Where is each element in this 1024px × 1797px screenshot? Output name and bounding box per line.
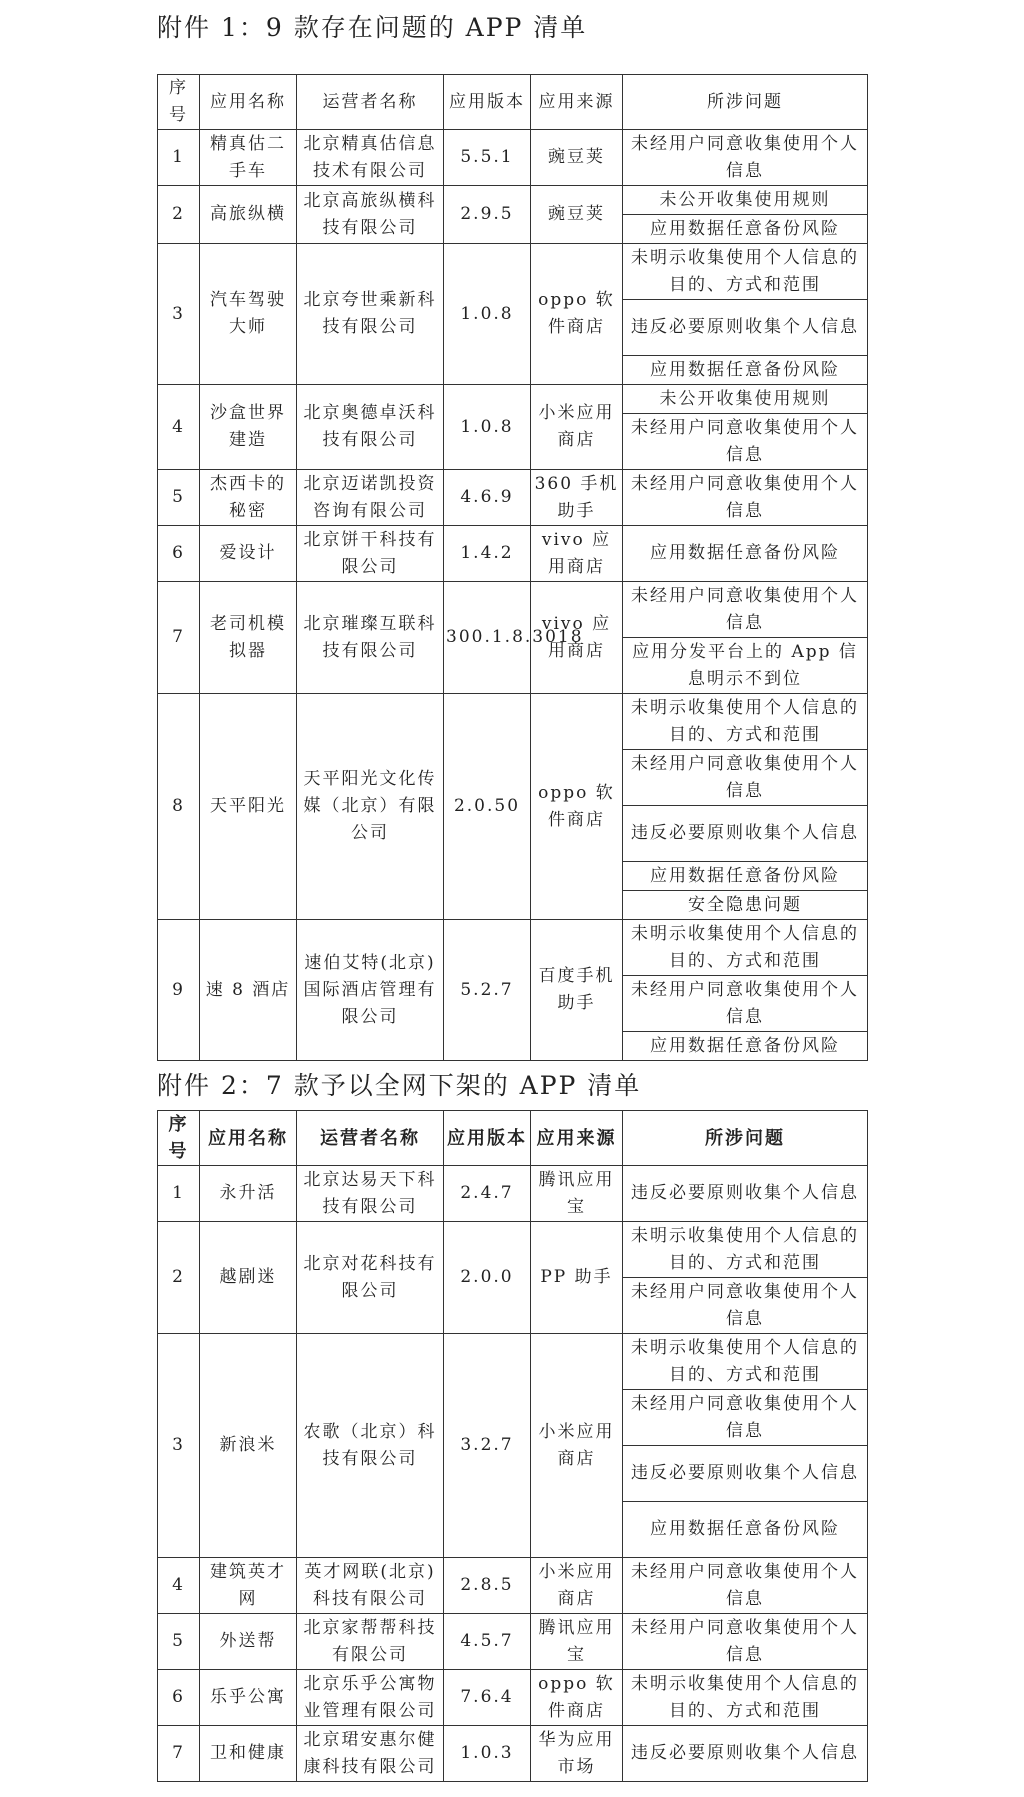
app-name: 外送帮 <box>200 1614 297 1670</box>
operator-name: 北京奥德卓沃科技有限公司 <box>297 385 444 470</box>
problem-app-table <box>157 74 868 1061</box>
operator-name: 北京璀璨互联科技有限公司 <box>297 582 444 694</box>
table-row <box>158 186 868 215</box>
header-app-name: 应用名称 <box>200 1111 297 1166</box>
app-source: oppo 软件商店 <box>531 694 623 920</box>
table-row <box>158 470 868 526</box>
row-number: 4 <box>158 385 200 470</box>
table-row <box>158 694 868 750</box>
operator-name: 北京对花科技有限公司 <box>297 1222 444 1334</box>
app-name: 高旅纵横 <box>200 186 297 244</box>
table-row <box>158 582 868 638</box>
header-operator: 运营者名称 <box>297 75 444 130</box>
issue-cell: 未明示收集使用个人信息的目的、方式和范围 <box>623 244 868 300</box>
app-name: 杰西卡的秘密 <box>200 470 297 526</box>
table-row <box>158 244 868 300</box>
header-no: 序号 <box>158 75 200 130</box>
row-number: 8 <box>158 694 200 920</box>
operator-name: 北京家帮帮科技有限公司 <box>297 1614 444 1670</box>
attachment-2-title: 附件 2：7 款予以全网下架的 APP 清单 <box>157 1071 642 1100</box>
app-version: 4.6.9 <box>444 470 531 526</box>
table-row <box>158 526 868 582</box>
table-row <box>158 1670 868 1726</box>
app-name: 精真估二手车 <box>200 130 297 186</box>
row-number: 6 <box>158 526 200 582</box>
app-name: 越剧迷 <box>200 1222 297 1334</box>
issue-cell: 未公开收集使用规则 <box>623 385 868 414</box>
row-number: 7 <box>158 1726 200 1782</box>
table-row <box>158 1334 868 1390</box>
app-source: oppo 软件商店 <box>531 244 623 385</box>
operator-name: 天平阳光文化传媒（北京）有限公司 <box>297 694 444 920</box>
header-issues: 所涉问题 <box>623 75 868 130</box>
row-number: 5 <box>158 470 200 526</box>
operator-name: 英才网联(北京)科技有限公司 <box>297 1558 444 1614</box>
app-name: 爱设计 <box>200 526 297 582</box>
issue-cell: 违反必要原则收集个人信息 <box>623 1726 868 1782</box>
header-version: 应用版本 <box>444 1111 531 1166</box>
table-row <box>158 1222 868 1278</box>
row-number: 4 <box>158 1558 200 1614</box>
table-row <box>158 385 868 414</box>
header-operator: 运营者名称 <box>297 1111 444 1166</box>
operator-name: 北京珺安惠尔健康科技有限公司 <box>297 1726 444 1782</box>
app-name: 天平阳光 <box>200 694 297 920</box>
app-source: 华为应用市场 <box>531 1726 623 1782</box>
app-source: 小米应用商店 <box>531 385 623 470</box>
app-source: 腾讯应用宝 <box>531 1614 623 1670</box>
table-header-row <box>158 75 868 130</box>
issue-cell: 违反必要原则收集个人信息 <box>623 806 868 862</box>
row-number: 1 <box>158 130 200 186</box>
issue-cell: 应用数据任意备份风险 <box>623 526 868 582</box>
operator-name: 北京饼干科技有限公司 <box>297 526 444 582</box>
app-version: 2.8.5 <box>444 1558 531 1614</box>
issue-cell: 未经用户同意收集使用个人信息 <box>623 1614 868 1670</box>
app-version: 1.4.2 <box>444 526 531 582</box>
app-version: 5.5.1 <box>444 130 531 186</box>
operator-name: 北京精真估信息技术有限公司 <box>297 130 444 186</box>
row-number: 9 <box>158 920 200 1061</box>
app-name: 卫和健康 <box>200 1726 297 1782</box>
table-row <box>158 1726 868 1782</box>
operator-name: 农歌（北京）科技有限公司 <box>297 1334 444 1558</box>
header-source: 应用来源 <box>531 1111 623 1166</box>
attachment-1-title: 附件 1：9 款存在问题的 APP 清单 <box>157 13 588 42</box>
app-source: 360 手机助手 <box>531 470 623 526</box>
table-row <box>158 1614 868 1670</box>
app-version: 2.0.0 <box>444 1222 531 1334</box>
header-issues: 所涉问题 <box>623 1111 868 1166</box>
operator-name: 北京乐乎公寓物业管理有限公司 <box>297 1670 444 1726</box>
app-version: 1.0.8 <box>444 385 531 470</box>
row-number: 3 <box>158 1334 200 1558</box>
header-source: 应用来源 <box>531 75 623 130</box>
app-source: 豌豆荚 <box>531 186 623 244</box>
app-name: 老司机模拟器 <box>200 582 297 694</box>
app-source: vivo 应用商店 <box>531 582 623 694</box>
table-row <box>158 1166 868 1222</box>
table-header-row <box>158 1111 868 1166</box>
app-name: 速 8 酒店 <box>200 920 297 1061</box>
app-version: 300.1.8.3018 <box>444 582 531 694</box>
issue-cell: 应用数据任意备份风险 <box>623 215 868 244</box>
issue-cell: 未明示收集使用个人信息的目的、方式和范围 <box>623 694 868 750</box>
issue-cell: 未经用户同意收集使用个人信息 <box>623 1278 868 1334</box>
app-source: oppo 软件商店 <box>531 1670 623 1726</box>
operator-name: 速伯艾特(北京)国际酒店管理有限公司 <box>297 920 444 1061</box>
app-source: PP 助手 <box>531 1222 623 1334</box>
header-no: 序号 <box>158 1111 200 1166</box>
app-source: vivo 应用商店 <box>531 526 623 582</box>
app-name: 建筑英才网 <box>200 1558 297 1614</box>
app-version: 1.0.3 <box>444 1726 531 1782</box>
app-version: 2.4.7 <box>444 1166 531 1222</box>
app-name: 永升活 <box>200 1166 297 1222</box>
app-source: 小米应用商店 <box>531 1558 623 1614</box>
issue-cell: 应用数据任意备份风险 <box>623 1502 868 1558</box>
issue-cell: 违反必要原则收集个人信息 <box>623 1446 868 1502</box>
issue-cell: 未经用户同意收集使用个人信息 <box>623 130 868 186</box>
issue-cell: 未明示收集使用个人信息的目的、方式和范围 <box>623 1222 868 1278</box>
app-version: 2.0.50 <box>444 694 531 920</box>
issue-cell: 应用数据任意备份风险 <box>623 356 868 385</box>
app-source: 小米应用商店 <box>531 1334 623 1558</box>
app-source: 豌豆荚 <box>531 130 623 186</box>
operator-name: 北京达易天下科技有限公司 <box>297 1166 444 1222</box>
operator-name: 北京夸世乘新科技有限公司 <box>297 244 444 385</box>
issue-cell: 应用数据任意备份风险 <box>623 862 868 891</box>
removed-app-table <box>157 1110 868 1782</box>
issue-cell: 应用分发平台上的 App 信息明示不到位 <box>623 638 868 694</box>
app-version: 1.0.8 <box>444 244 531 385</box>
table-row <box>158 130 868 186</box>
app-name: 沙盒世界建造 <box>200 385 297 470</box>
app-version: 4.5.7 <box>444 1614 531 1670</box>
issue-cell: 未经用户同意收集使用个人信息 <box>623 1390 868 1446</box>
app-source: 百度手机助手 <box>531 920 623 1061</box>
header-app-name: 应用名称 <box>200 75 297 130</box>
app-name: 乐乎公寓 <box>200 1670 297 1726</box>
table-row <box>158 920 868 976</box>
app-name: 汽车驾驶大师 <box>200 244 297 385</box>
issue-cell: 安全隐患问题 <box>623 891 868 920</box>
issue-cell: 未经用户同意收集使用个人信息 <box>623 976 868 1032</box>
app-version: 7.6.4 <box>444 1670 531 1726</box>
row-number: 7 <box>158 582 200 694</box>
issue-cell: 未明示收集使用个人信息的目的、方式和范围 <box>623 920 868 976</box>
issue-cell: 未公开收集使用规则 <box>623 186 868 215</box>
issue-cell: 应用数据任意备份风险 <box>623 1032 868 1061</box>
issue-cell: 违反必要原则收集个人信息 <box>623 1166 868 1222</box>
app-name: 新浪米 <box>200 1334 297 1558</box>
app-version: 5.2.7 <box>444 920 531 1061</box>
issue-cell: 未经用户同意收集使用个人信息 <box>623 470 868 526</box>
row-number: 2 <box>158 1222 200 1334</box>
table-row <box>158 1558 868 1614</box>
issue-cell: 违反必要原则收集个人信息 <box>623 300 868 356</box>
operator-name: 北京高旅纵横科技有限公司 <box>297 186 444 244</box>
issue-cell: 未经用户同意收集使用个人信息 <box>623 414 868 470</box>
row-number: 1 <box>158 1166 200 1222</box>
issue-cell: 未明示收集使用个人信息的目的、方式和范围 <box>623 1334 868 1390</box>
row-number: 3 <box>158 244 200 385</box>
issue-cell: 未经用户同意收集使用个人信息 <box>623 750 868 806</box>
app-version: 2.9.5 <box>444 186 531 244</box>
app-version: 3.2.7 <box>444 1334 531 1558</box>
issue-cell: 未经用户同意收集使用个人信息 <box>623 1558 868 1614</box>
issue-cell: 未明示收集使用个人信息的目的、方式和范围 <box>623 1670 868 1726</box>
issue-cell: 未经用户同意收集使用个人信息 <box>623 582 868 638</box>
row-number: 6 <box>158 1670 200 1726</box>
operator-name: 北京迈诺凯投资咨询有限公司 <box>297 470 444 526</box>
row-number: 2 <box>158 186 200 244</box>
header-version: 应用版本 <box>444 75 531 130</box>
app-source: 腾讯应用宝 <box>531 1166 623 1222</box>
row-number: 5 <box>158 1614 200 1670</box>
